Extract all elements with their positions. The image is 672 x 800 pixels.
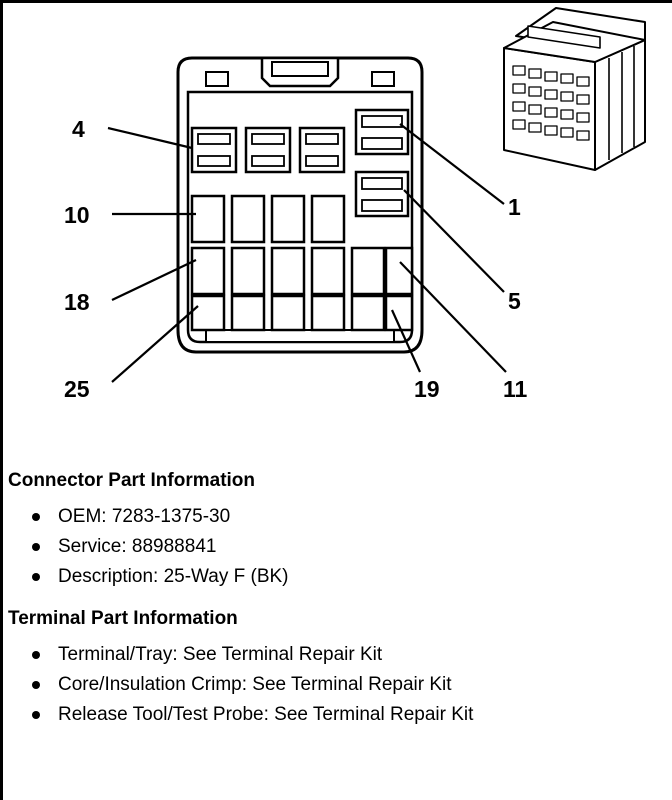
callout-label-5: 5 [508, 288, 521, 314]
part-information-block [0, 468, 672, 744]
connector-part-information-heading: Connector Part Information [8, 470, 256, 491]
list-item [0, 502, 672, 532]
callout-label-19: 19 [414, 376, 440, 402]
callout-label-10: 10 [64, 202, 90, 228]
list-item-label: OEM: 7283-1375-30 [58, 506, 231, 527]
list-item [0, 562, 672, 592]
bullet-dot-icon [32, 513, 40, 521]
list-item [0, 532, 672, 562]
connector-part-information-list [0, 502, 672, 592]
bullet-dot-icon [32, 711, 40, 719]
list-item-label: Service: 88988841 [58, 536, 217, 557]
bullet-dot-icon [32, 543, 40, 551]
list-item-label: Description: 25-Way F (BK) [58, 566, 289, 587]
list-item-label: Terminal/Tray: See Terminal Repair Kit [58, 644, 383, 665]
list-item [0, 700, 672, 730]
list-item-label: Release Tool/Test Probe: See Terminal Repair Kit [58, 704, 474, 725]
connector-face [178, 58, 422, 352]
connector-3d-view [504, 8, 645, 170]
callout-label-11: 11 [503, 376, 528, 402]
bullet-dot-icon [32, 573, 40, 581]
bullet-dot-icon [32, 651, 40, 659]
callout-label-1: 1 [508, 194, 521, 220]
callout-label-25: 25 [64, 376, 90, 402]
terminal-part-information-list [0, 640, 672, 730]
list-item [0, 640, 672, 670]
list-item [0, 670, 672, 700]
bullet-dot-icon [32, 681, 40, 689]
callout-label-4: 4 [72, 116, 85, 142]
list-item-label: Core/Insulation Crimp: See Terminal Repair Kit [58, 674, 452, 695]
terminal-part-information-heading: Terminal Part Information [8, 608, 238, 629]
callout-label-18: 18 [64, 289, 90, 315]
